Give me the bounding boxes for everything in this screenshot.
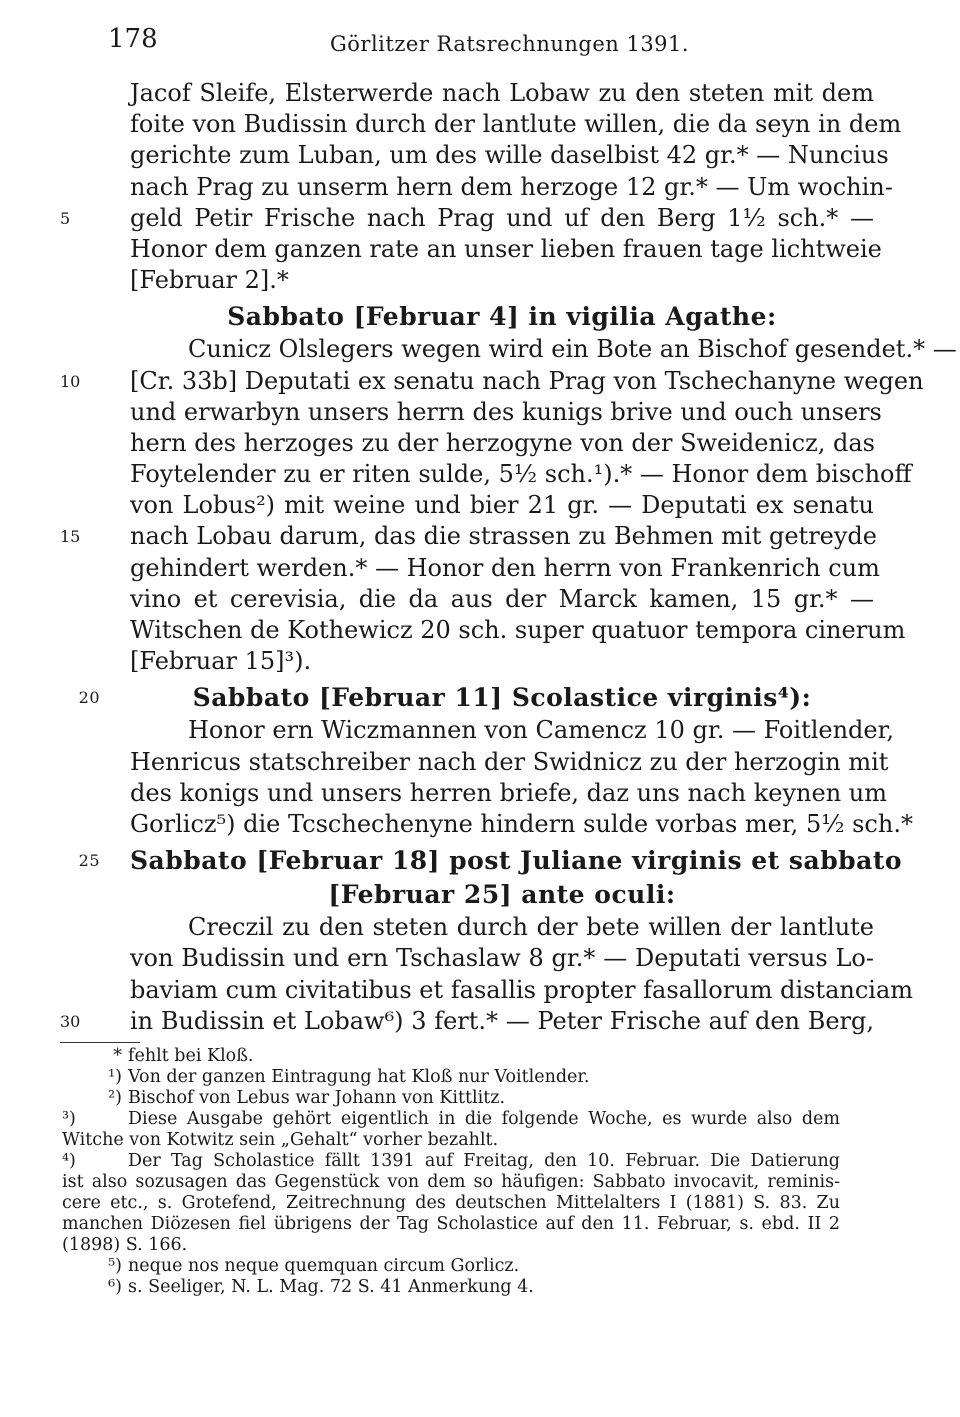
footnote-line [62, 1172, 840, 1193]
footnote-line [62, 1277, 840, 1298]
text-line [130, 584, 874, 615]
text-line [130, 615, 906, 646]
heading-text: Sabbato [Februar 4] in vigilia Agathe: [227, 302, 777, 332]
line-text: Witschen de Kothewicz 20 sch. super quatuor tempora cinerum [130, 616, 906, 644]
footnote-line [62, 1109, 840, 1130]
footnote-text: Diese Ausgabe gehört eigentlich in die folgende Woche, es wurde also dem [128, 1109, 840, 1129]
text-line [130, 397, 882, 428]
page-header [108, 18, 868, 58]
line-text: Gorlicz⁵) die Tcschechenyne hindern sulde vorbas mer, 5½ sch.* [130, 809, 913, 838]
footnote-mark: * [113, 1046, 122, 1066]
text-line [130, 975, 914, 1006]
heading-text: Sabbato [Februar 11] Scolastice virginis⁴): [192, 683, 812, 713]
text-line [60, 203, 874, 234]
text-line [130, 646, 874, 677]
footnotes [62, 1046, 840, 1298]
text-line [130, 490, 874, 521]
line-text: vino et cerevisia, die da aus der Marck kamen, 15 gr.* — [130, 584, 874, 613]
line-number: 10 [60, 371, 81, 391]
footnote-mark: ⁵) [108, 1256, 122, 1276]
running-title: Görlitzer Ratsrechnungen 1391. [330, 32, 690, 56]
heading-text: [Februar 25] ante oculi: [328, 880, 676, 910]
line-text: Honor dem ganzen rate an unser lieben frauen tage lichtweie [130, 234, 882, 263]
page-number: 178 [108, 24, 158, 54]
line-text: hern des herzoges zu der herzogyne von der Sweidenicz, das [130, 428, 875, 457]
section-heading [130, 300, 874, 334]
text-line [130, 265, 874, 296]
line-text: [Februar 15]³). [130, 647, 312, 676]
text-line [130, 172, 893, 203]
footnote-line [62, 1130, 840, 1151]
footnote-line [62, 1088, 840, 1109]
text-line [130, 715, 895, 746]
line-text: Honor ern Wiczmannen von Camencz 10 gr. — Foitlender, [188, 716, 895, 745]
text-line [130, 459, 912, 490]
line-number: 30 [60, 1011, 81, 1031]
line-number: 25 [78, 851, 100, 871]
text-line [130, 78, 874, 109]
text-line [130, 553, 880, 584]
footnote-line [62, 1151, 840, 1172]
footnote-rule [60, 1042, 140, 1043]
line-number: 20 [78, 688, 100, 708]
footnote-text: Von der ganzen Eintragung hat Kloß nur Voitlender. [128, 1067, 590, 1087]
footnote-mark: ³) [62, 1109, 76, 1129]
line-text: gehindert werden.* — Honor den herrn von Frankenrich cum [130, 553, 880, 582]
line-text: Henricus statschreiber nach der Swidnicz zu der herzogin mit [130, 747, 889, 776]
text-line [130, 428, 874, 459]
footnote-text: manchen Diözesen fiel übrigens der Tag Scholastice auf den 11. Februar, s. ebd. II 2 [62, 1214, 840, 1234]
section-heading [78, 681, 874, 715]
footnote-text: Bischof von Lebus war Johann von Kittlitz. [128, 1088, 506, 1108]
line-text: von Lobus²) mit weine und bier 21 gr. — Deputati ex senatu [130, 491, 874, 520]
line-text: [Februar 2].* [130, 266, 289, 295]
text-line [130, 809, 913, 840]
line-text: foite von Budissin durch der lantlute willen, die da seyn in dem [130, 110, 902, 139]
footnote-text: s. Seeliger, N. L. Mag. 72 S. 41 Anmerkung 4. [128, 1277, 534, 1297]
line-text: Jacof Sleife, Elsterwerde nach Lobaw zu den steten mit dem [130, 79, 874, 107]
text-line [130, 334, 957, 365]
line-text: in Budissin et Lobaw⁶) 3 fert.* — Peter Frische auf den Berg, [130, 1006, 874, 1035]
line-number: 5 [60, 208, 71, 228]
text-line [130, 912, 874, 943]
text-line [130, 109, 902, 140]
footnote-mark: ⁶) [108, 1277, 122, 1297]
section-heading [130, 878, 874, 912]
heading-text: Sabbato [Februar 18] post Juliane virginis et sabbato [130, 846, 903, 876]
text-line [130, 943, 874, 974]
text-line [60, 1006, 874, 1037]
text-line [130, 234, 882, 265]
line-text: gerichte zum Luban, um des wille daselbist 42 gr.* — Nuncius [130, 141, 889, 170]
line-text: Creczil zu den steten durch der bete willen der lantlute [188, 913, 874, 942]
line-text: geld Petir Frische nach Prag und uf den Berg 1½ sch.* — [130, 203, 874, 232]
line-text: Foytelender zu er riten sulde, 5½ sch.¹).* — Honor dem bischoff [130, 460, 912, 489]
footnote-text: ist also sozusagen das Gegenstück von dem so häufigen: Sabbato invocavit, reminis- [62, 1172, 840, 1192]
footnote-text: Der Tag Scholastice fällt 1391 auf Freitag, den 10. Februar. Die Datierung [128, 1151, 840, 1171]
footnote-line [62, 1067, 840, 1088]
footnote-line [62, 1235, 840, 1256]
text-line [60, 521, 877, 552]
footnote-mark: ²) [108, 1088, 122, 1108]
footnote-text: (1898) S. 166. [62, 1235, 188, 1255]
line-text: und erwarbyn unsers herrn des kunigs brive und ouch unsers [130, 397, 882, 426]
body-text [60, 78, 957, 1037]
text-line [60, 366, 924, 397]
footnote-mark: ⁴) [62, 1151, 76, 1171]
line-number: 15 [60, 527, 81, 547]
line-text: Cunicz Olslegers wegen wird ein Bote an Bischof gesendet.* — [188, 335, 957, 364]
line-text: baviam cum civitatibus et fasallis propter fasallorum distanciam [130, 975, 914, 1004]
footnote-line [62, 1214, 840, 1235]
footnote-text: Witche von Kotwitz sein „Gehalt“ vorher bezahlt. [62, 1130, 499, 1150]
section-heading [78, 844, 903, 878]
line-text: des konigs und unsers herren briefe, daz uns nach keynen um [130, 778, 888, 807]
footnote-mark: ¹) [108, 1067, 122, 1087]
footnote-text: neque nos neque quemquan circum Gorlicz. [128, 1256, 520, 1276]
text-line [130, 140, 889, 171]
footnote-line [62, 1046, 840, 1067]
footnote-line [62, 1256, 840, 1277]
line-text: [Cr. 33b] Deputati ex senatu nach Prag von Tschechanyne wegen [130, 366, 924, 395]
footnote-text: fehlt bei Kloß. [128, 1046, 254, 1066]
line-text: nach Lobau darum, das die strassen zu Behmen mit getreyde [130, 522, 877, 551]
line-text: nach Prag zu unserm hern dem herzoge 12 gr.* — Um wochin- [130, 172, 893, 201]
text-line [130, 747, 889, 778]
text-line [130, 778, 888, 809]
line-text: von Budissin und ern Tschaslaw 8 gr.* — Deputati versus Lo- [130, 944, 874, 973]
footnote-text: cere etc., s. Grotefend, Zeitrechnung des deutschen Mittelalters I (1881) S. 83. Zu [62, 1193, 840, 1213]
footnote-line [62, 1193, 840, 1214]
